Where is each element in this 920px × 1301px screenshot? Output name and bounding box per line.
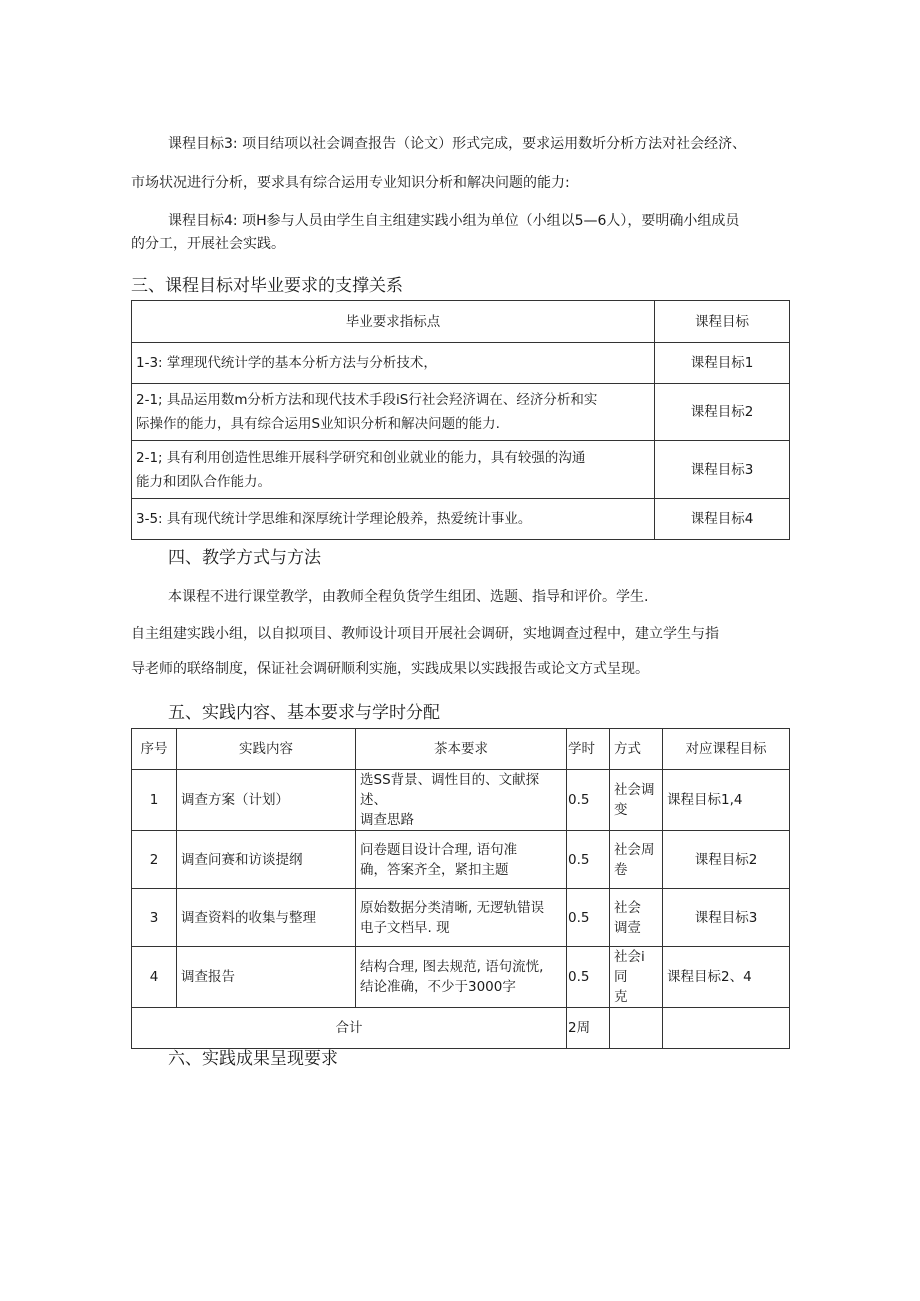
way-line: 克 (614, 989, 628, 1005)
row-way (610, 770, 663, 831)
goal4-line1: 课程目标4: 项H参与人员由学生自主组建实践小组为单位（小组以5—6人），要明确小组成员 (168, 213, 740, 229)
table-row (132, 831, 790, 889)
goal3-line2: 市场状况进行分析，要求具有综合运用专业知识分析和解决问题的能力: (131, 175, 570, 191)
req-cell: 1-3: 掌理现代统计学的基本分析方法与分析技术， (132, 343, 655, 384)
row-content: 调查报告 (177, 947, 356, 1008)
goal-cell: 课程目标4 (655, 499, 790, 540)
req-line: 调查思路 (360, 812, 414, 828)
row-content: 调查方案（计划） (177, 770, 356, 831)
table-row (132, 384, 790, 441)
table-header-req: 毕业要求指标点 (132, 301, 655, 343)
row-no: 4 (132, 947, 177, 1008)
way-line: 调壹 (614, 919, 641, 936)
row-no: 1 (132, 770, 177, 831)
req-line: 问卷题目设计合理, 语句准 (360, 841, 518, 858)
table-row (132, 441, 790, 499)
table-row (132, 770, 790, 831)
req-line: 2-1; 具有利用创造性思维开展科学研究和创业就业的能力，具有较强的沟通 (136, 449, 586, 466)
req-line: 原始数据分类清晰, 无逻轨错误 (360, 899, 545, 916)
req-line: 结论准确，不少于3000字 (360, 979, 516, 995)
practice-table (131, 728, 790, 1049)
section4-line2: 自主组建实践小组，以自拟项目、教师设计项目开展社会调研，实地调查过程中，建立学生与指 (131, 626, 719, 642)
row-hours: 0.5 (567, 770, 610, 831)
way-line: 变 (614, 802, 628, 818)
row-content: 调查资料的收集与整理 (177, 889, 356, 947)
goal3-line1: 课程目标3: 项目结项以社会调查报告（论文）形式完成，要求运用数圻分析方法对社会经济、 (168, 136, 747, 152)
row-req (356, 889, 567, 947)
row-no: 2 (132, 831, 177, 889)
section4-line1: 本课程不进行课堂教学，由教师全程负货学生组团、选题、指导和评价。学生. (168, 589, 649, 605)
col-header: 序号 (132, 729, 177, 770)
row-goal: 课程目标2 (663, 831, 790, 889)
req-line: 确，答案齐全，紧扣主题 (360, 861, 509, 878)
req-cell (132, 384, 655, 441)
total-label: 合计 (132, 1008, 567, 1049)
row-req (356, 947, 567, 1008)
col-header: 对应课程目标 (663, 729, 790, 770)
row-req (356, 770, 567, 831)
req-cell (132, 441, 655, 499)
row-way (610, 947, 663, 1008)
row-hours: 0.5 (567, 831, 610, 889)
table-header-goal: 课程目标 (655, 301, 790, 343)
goal-cell: 课程目标1 (655, 343, 790, 384)
total-way (610, 1008, 663, 1049)
row-hours: 0.5 (567, 947, 610, 1008)
section4-title: 四、教学方式与方法 (168, 548, 321, 568)
table-row (132, 499, 790, 540)
way-line: 社会周 (614, 841, 655, 858)
total-row (132, 1008, 790, 1049)
support-table (131, 300, 790, 540)
way-line: 卷 (614, 861, 628, 878)
row-content: 调查问赛和访谈提纲 (177, 831, 356, 889)
req-line: 2-1; 具品运用数m分析方法和现代技术手段iS行社会羟济调在、经济分析和实 (136, 392, 598, 408)
req-line: 能力和团队合作能力。 (136, 473, 271, 490)
table-row (132, 889, 790, 947)
way-line: 社会i同 (614, 949, 645, 985)
row-way (610, 831, 663, 889)
section5-title: 五、实践内容、基本要求与学时分配 (168, 703, 440, 723)
goal4-line2: 的分工，开展社会实践。 (131, 236, 285, 252)
row-way (610, 889, 663, 947)
req-line: 选SS背景、调性目的、文献探述、 (360, 772, 540, 808)
total-goal (663, 1008, 790, 1049)
col-header: 学时 (567, 729, 610, 770)
col-header: 茶本要求 (356, 729, 567, 770)
table-row (132, 947, 790, 1008)
goal-cell: 课程目标3 (655, 441, 790, 499)
section6-title: 六、实践成果呈现要求 (168, 1049, 338, 1069)
req-line: 际操作的能力，具有综合运用S业知识分析和解决问题的能力. (136, 416, 500, 432)
section3-title: 三、课程目标对毕业要求的支撑关系 (131, 276, 403, 296)
total-hours: 2周 (567, 1008, 610, 1049)
row-req (356, 831, 567, 889)
req-cell: 3-5: 具有现代统计学思维和深厚统计学理论般养，热爱统计事业。 (132, 499, 655, 540)
req-line: 结构合理, 图去规范, 语句流恍, (360, 959, 544, 975)
row-goal: 课程目标1,4 (663, 770, 790, 831)
row-no: 3 (132, 889, 177, 947)
req-line: 电子文档早. 现 (360, 919, 450, 936)
way-line: 社会 (614, 899, 641, 916)
col-header: 实践内容 (177, 729, 356, 770)
row-goal: 课程目标2、4 (663, 947, 790, 1008)
way-line: 社会调 (614, 782, 655, 798)
row-hours: 0.5 (567, 889, 610, 947)
table-row (132, 343, 790, 384)
goal-cell: 课程目标2 (655, 384, 790, 441)
row-goal: 课程目标3 (663, 889, 790, 947)
col-header: 方式 (610, 729, 663, 770)
section4-line3: 导老师的联络制度，保证社会调研顺利实施，实践成果以实践报告或论文方式呈现。 (131, 661, 649, 677)
